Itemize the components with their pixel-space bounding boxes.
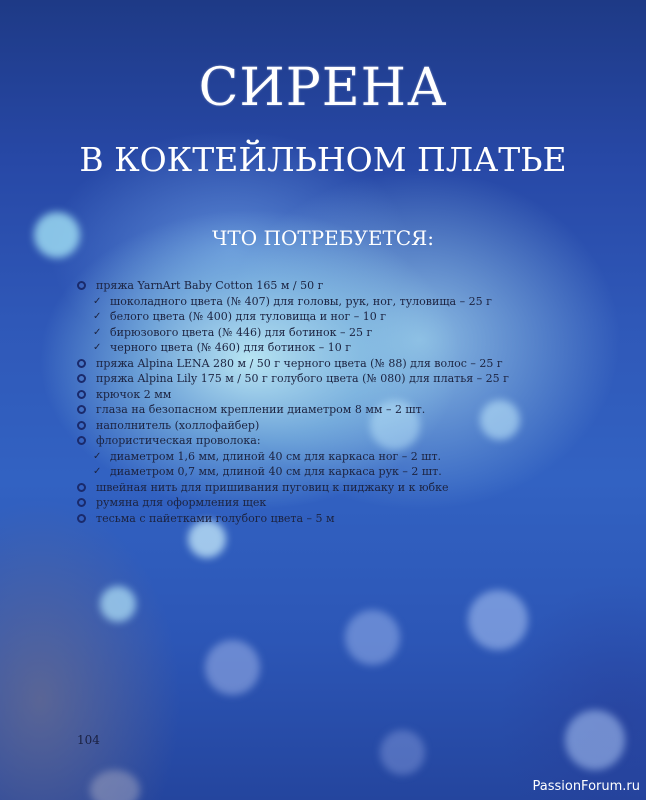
ring-bullet-icon: [77, 405, 86, 414]
list-subitem: ✓ диаметром 0,7 мм, длиной 40 см для каркаса рук – 2 шт.: [93, 465, 442, 478]
checkmark-icon: ✓: [93, 342, 102, 353]
list-item: глаза на безопасном креплении диаметром 8 мм – 2 шт.: [77, 402, 597, 418]
materials-list: [77, 278, 597, 526]
bokeh-light: [380, 730, 425, 775]
list-item: крючок 2 мм: [77, 387, 597, 403]
ring-bullet-icon: [77, 498, 86, 507]
list-subitem: ✓ бирюзового цвета (№ 446) для ботинок – 25 г: [93, 325, 373, 339]
list-subitem: ✓ шоколадного цвета (№ 407) для головы, рук, ног, туловища – 25 г: [93, 294, 492, 308]
ring-bullet-icon: [77, 436, 86, 445]
bokeh-light: [565, 710, 625, 770]
ring-bullet-icon: [77, 421, 86, 430]
checkmark-icon: ✓: [93, 311, 102, 322]
ring-bullet-icon: [77, 359, 86, 368]
bokeh-light: [345, 610, 400, 665]
watermark: PassionForum.ru: [532, 779, 640, 794]
list-item: наполнитель (холлофайбер): [77, 418, 597, 434]
list-item: румяна для оформления щек: [77, 495, 597, 511]
title-main: СИРЕНА: [198, 58, 448, 118]
list-item: пряжа Alpina LENA 280 м / 50 г черного цвета (№ 88) для волос – 25 г: [77, 356, 597, 372]
checkmark-icon: ✓: [93, 326, 102, 338]
bokeh-light: [90, 770, 140, 800]
bokeh-light: [205, 640, 260, 695]
list-item: тесьма с пайетками голубого цвета – 5 м: [77, 511, 597, 527]
list-item: швейная нить для пришивания пуговиц к пиджаку и к юбке: [77, 480, 597, 496]
section-heading: ЧТО ПОТРЕБУЕТСЯ:: [211, 226, 435, 250]
list-subitem: ✓ диаметром 1,6 мм, длиной 40 см для каркаса ног – 2 шт.: [93, 449, 442, 463]
ring-bullet-icon: [77, 374, 86, 383]
page-number: 104: [77, 733, 100, 747]
checkmark-icon: ✓: [93, 450, 102, 462]
bokeh-light: [100, 586, 136, 622]
ring-bullet-icon: [77, 514, 86, 523]
ring-bullet-icon: [77, 483, 86, 492]
ring-bullet-icon: [77, 390, 86, 399]
list-subitem: ✓ черного цвета (№ 460) для ботинок – 10 г: [93, 341, 351, 354]
bokeh-light: [468, 590, 528, 650]
title-subline: В КОКТЕЙЛЬНОМ ПЛАТЬЕ: [79, 140, 567, 179]
list-item: пряжа YarnArt Baby Cotton 165 м / 50 г: [77, 278, 597, 294]
checkmark-icon: ✓: [93, 466, 102, 477]
ring-bullet-icon: [77, 281, 86, 290]
list-item: пряжа Alpina Lily 175 м / 50 г голубого цвета (№ 080) для платья – 25 г: [77, 371, 597, 387]
checkmark-icon: ✓: [93, 295, 102, 307]
list-item: флористическая проволока:: [77, 433, 597, 449]
list-subitem: ✓ белого цвета (№ 400) для туловища и ног – 10 г: [93, 310, 386, 323]
